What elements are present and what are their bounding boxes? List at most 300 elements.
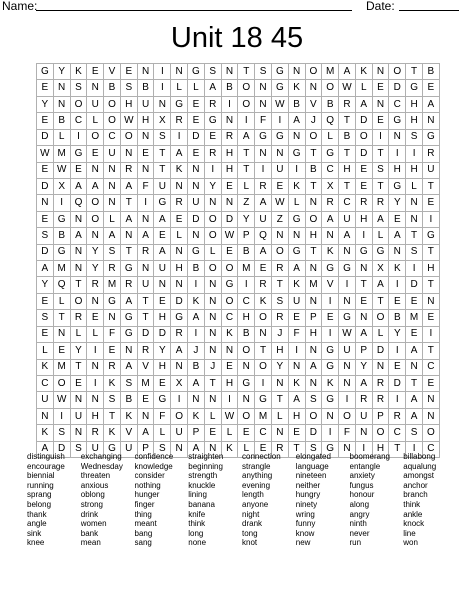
grid-cell: D [373,343,390,359]
grid-cell: T [373,146,390,162]
grid-cell: R [104,261,121,277]
grid-cell: G [356,245,373,261]
grid-cell: T [373,294,390,310]
word-bank-item: lining [188,490,207,500]
grid-cell: U [289,294,306,310]
grid-cell: I [356,442,373,458]
grid-cell: N [406,195,423,211]
grid-cell: Y [389,195,406,211]
grid-cell: L [205,409,222,425]
grid-cell: F [104,327,121,343]
grid-cell: I [238,277,255,293]
grid-cell: G [423,228,440,244]
grid-cell: Z [272,212,289,228]
name-label: Name: [2,0,38,13]
grid-cell: E [37,163,54,179]
grid-cell: I [289,343,306,359]
grid-cell: N [306,261,323,277]
grid-cell: G [171,97,188,113]
grid-cell: U [171,425,188,441]
grid-cell: O [373,310,390,326]
grid-cell: I [339,277,356,293]
word-bank-item: boomerang [349,452,390,461]
grid-cell: N [222,64,239,80]
grid-cell: E [54,343,71,359]
grid-cell: E [238,425,255,441]
grid-cell: N [373,64,390,80]
grid-cell: N [255,327,272,343]
grid-cell: N [71,212,88,228]
grid-cell: G [255,130,272,146]
grid-cell: I [389,146,406,162]
grid-cell: L [154,425,171,441]
grid-cell: R [272,261,289,277]
grid-cell: N [255,146,272,162]
grid-cell: S [154,442,171,458]
grid-cell: T [272,392,289,408]
grid-cell: N [222,195,239,211]
grid-cell: O [356,130,373,146]
grid-cell: W [222,228,239,244]
grid-cell: I [188,327,205,343]
grid-cell: L [87,113,104,129]
grid-cell: G [423,130,440,146]
grid-cell: I [406,442,423,458]
grid-cell: N [171,277,188,293]
grid-cell: O [306,130,323,146]
grid-cell: K [104,425,121,441]
grid-cell: G [71,146,88,162]
grid-cell: N [37,409,54,425]
grid-cell: R [255,179,272,195]
grid-cell: F [138,179,155,195]
word-bank-item: straighten [188,452,224,461]
grid-cell: N [306,195,323,211]
grid-cell: H [154,310,171,326]
grid-cell: E [188,97,205,113]
date-label: Date: [366,0,395,13]
word-bank-item: thank [27,509,47,519]
grid-cell: T [423,277,440,293]
grid-cell: H [389,163,406,179]
grid-cell: K [37,425,54,441]
grid-cell: N [423,294,440,310]
grid-cell: T [238,64,255,80]
grid-cell: T [339,113,356,129]
grid-cell: A [389,228,406,244]
word-bank [27,452,457,548]
grid-cell: M [306,277,323,293]
grid-cell: E [255,442,272,458]
grid-cell: U [339,343,356,359]
word-bank-item: strong [80,499,103,509]
grid-cell: N [154,97,171,113]
word-bank-item: nineteen [295,471,327,481]
grid-cell: M [54,261,71,277]
grid-cell: N [87,80,104,96]
grid-cell: N [289,360,306,376]
word-bank-item: language [295,461,329,471]
grid-cell: T [406,376,423,392]
grid-cell: L [238,179,255,195]
grid-cell: Y [356,360,373,376]
grid-cell: R [138,245,155,261]
grid-cell: E [87,146,104,162]
grid-cell: J [205,360,222,376]
grid-cell: N [272,376,289,392]
word-bank-item: long [188,528,204,538]
grid-cell: N [205,327,222,343]
grid-cell: I [356,228,373,244]
grid-cell: L [54,130,71,146]
grid-cell: N [138,261,155,277]
grid-cell: E [272,179,289,195]
grid-cell: E [37,294,54,310]
grid-cell: A [188,442,205,458]
grid-cell: O [339,409,356,425]
grid-cell: U [138,97,155,113]
grid-cell: K [289,376,306,392]
grid-cell: T [138,310,155,326]
grid-cell: A [406,343,423,359]
grid-cell: V [306,97,323,113]
word-bank-item: anything [242,471,273,481]
grid-cell: R [356,195,373,211]
grid-cell: G [104,294,121,310]
grid-cell: E [423,310,440,326]
grid-cell: I [322,327,339,343]
grid-cell: I [255,376,272,392]
grid-cell: G [255,392,272,408]
grid-cell: K [121,409,138,425]
grid-cell: N [356,425,373,441]
grid-cell: N [138,163,155,179]
grid-cell: Q [54,277,71,293]
grid-cell: U [37,392,54,408]
grid-cell: I [289,163,306,179]
grid-cell: R [423,146,440,162]
grid-cell: S [306,392,323,408]
word-bank-item: know [295,528,315,538]
grid-cell: A [289,261,306,277]
grid-cell: C [71,113,88,129]
grid-cell: N [205,294,222,310]
grid-cell: Y [87,261,104,277]
grid-cell: U [356,409,373,425]
grid-cell: E [154,376,171,392]
grid-cell: N [71,245,88,261]
grid-cell: A [238,130,255,146]
grid-cell: N [54,327,71,343]
grid-cell: O [306,64,323,80]
grid-cell: E [138,146,155,162]
grid-cell: L [205,245,222,261]
grid-cell: L [272,409,289,425]
grid-cell: O [238,343,255,359]
word-bank-item: connection [242,452,281,461]
grid-cell: V [121,425,138,441]
grid-cell: N [339,245,356,261]
grid-cell: H [222,146,239,162]
grid-cell: N [389,130,406,146]
grid-cell: O [322,80,339,96]
grid-cell: X [54,179,71,195]
grid-cell: H [406,163,423,179]
grid-cell: L [356,80,373,96]
grid-cell: E [138,392,155,408]
grid-cell: M [104,277,121,293]
grid-cell: I [238,113,255,129]
grid-cell: U [71,409,88,425]
grid-cell: E [289,310,306,326]
grid-cell: N [289,64,306,80]
word-bank-item: knowledge [134,461,173,471]
grid-cell: S [71,80,88,96]
grid-cell: Y [154,343,171,359]
date-field-line[interactable] [399,10,459,11]
grid-cell: R [205,146,222,162]
grid-cell: K [171,163,188,179]
grid-cell: N [339,442,356,458]
grid-cell: Y [272,360,289,376]
grid-cell: U [423,163,440,179]
grid-cell: E [71,163,88,179]
grid-cell: N [71,425,88,441]
grid-cell: C [222,310,239,326]
grid-cell: D [171,294,188,310]
grid-cell: N [121,343,138,359]
grid-cell: S [205,64,222,80]
grid-cell: B [238,327,255,343]
grid-cell: O [255,360,272,376]
grid-cell: M [406,310,423,326]
grid-cell: C [322,163,339,179]
word-bank-item: none [188,538,207,548]
grid-cell: T [121,195,138,211]
grid-cell: E [154,228,171,244]
grid-cell: T [238,163,255,179]
word-bank-item: new [295,538,311,548]
grid-cell: R [322,195,339,211]
grid-cell: R [104,360,121,376]
word-bank-item: think [403,499,421,509]
grid-cell: Q [255,228,272,244]
grid-cell: R [356,392,373,408]
grid-cell: R [205,97,222,113]
grid-cell: O [238,409,255,425]
grid-cell: I [171,130,188,146]
grid-cell: N [188,228,205,244]
grid-cell: Z [238,195,255,211]
word-bank-item: thing [134,509,152,519]
grid-cell: D [37,130,54,146]
grid-cell: N [356,261,373,277]
grid-cell: S [104,392,121,408]
name-field-line[interactable] [36,10,352,11]
grid-cell: B [339,130,356,146]
grid-cell: S [272,294,289,310]
grid-cell: K [289,80,306,96]
grid-cell: P [188,425,205,441]
grid-cell: N [306,376,323,392]
word-bank-item: neither [295,480,321,490]
grid-cell: A [171,343,188,359]
grid-cell: B [289,97,306,113]
grid-cell: L [54,294,71,310]
grid-cell: N [171,360,188,376]
grid-cell: U [272,163,289,179]
grid-cell: I [188,277,205,293]
grid-cell: E [87,64,104,80]
grid-cell: T [255,343,272,359]
grid-cell: W [339,327,356,343]
word-search-grid [36,63,440,458]
grid-cell: N [87,163,104,179]
grid-cell: O [238,97,255,113]
grid-cell: E [423,80,440,96]
word-bank-item: sprang [27,490,52,500]
grid-cell: A [255,245,272,261]
grid-cell: T [154,163,171,179]
grid-cell: U [121,442,138,458]
grid-cell: I [154,64,171,80]
grid-cell: E [423,376,440,392]
grid-cell: I [54,409,71,425]
grid-cell: K [322,245,339,261]
grid-cell: N [138,409,155,425]
grid-cell: A [188,376,205,392]
grid-cell: X [154,113,171,129]
grid-cell: A [154,245,171,261]
grid-cell: K [289,277,306,293]
grid-cell: N [255,80,272,96]
grid-cell: W [222,409,239,425]
grid-cell: N [138,130,155,146]
grid-cell: D [188,212,205,228]
grid-cell: Y [37,97,54,113]
word-bank-item: consider [134,471,165,481]
grid-cell: O [222,261,239,277]
grid-cell: T [272,277,289,293]
grid-cell: M [54,360,71,376]
word-bank-item: fungus [349,480,374,490]
word-bank-item: anyone [242,499,269,509]
grid-cell: A [205,80,222,96]
grid-cell: T [154,146,171,162]
grid-cell: G [339,261,356,277]
word-bank-item: threaten [80,471,111,481]
grid-cell: D [37,179,54,195]
grid-cell: N [37,195,54,211]
grid-cell: G [322,360,339,376]
grid-cell: V [322,277,339,293]
grid-cell: H [222,163,239,179]
grid-cell: I [389,343,406,359]
word-bank-item: distinguish [27,452,65,461]
grid-cell: K [37,360,54,376]
grid-cell: T [423,343,440,359]
word-bank-item: ninety [295,499,318,509]
grid-cell: E [104,343,121,359]
grid-cell: O [205,261,222,277]
grid-cell: N [289,228,306,244]
grid-cell: N [389,245,406,261]
word-bank-item: length [242,490,264,500]
grid-cell: L [171,80,188,96]
word-bank-item: knock [403,519,425,529]
word-bank-item: run [349,538,362,548]
grid-cell: O [87,130,104,146]
grid-cell: A [138,228,155,244]
grid-cell: H [423,261,440,277]
grid-cell: N [423,392,440,408]
grid-cell: K [71,64,88,80]
word-bank-item: won [403,538,418,548]
grid-cell: O [423,425,440,441]
grid-cell: R [121,277,138,293]
grid-cell: O [272,245,289,261]
grid-cell: B [423,64,440,80]
word-bank-item: entangle [349,461,381,471]
grid-cell: W [272,195,289,211]
grid-cell: G [188,64,205,80]
grid-cell: L [289,195,306,211]
grid-cell: N [423,113,440,129]
grid-cell: U [339,212,356,228]
grid-cell: N [87,360,104,376]
grid-cell: G [289,245,306,261]
grid-cell: E [389,360,406,376]
grid-cell: G [339,310,356,326]
grid-cell: I [222,97,239,113]
grid-cell: J [272,327,289,343]
grid-cell: G [406,80,423,96]
word-bank-item: billabong [403,452,436,461]
word-bank-item: Wednesday [80,461,123,471]
word-bank-item: encourage [27,461,65,471]
grid-cell: G [121,327,138,343]
grid-cell: T [121,245,138,261]
grid-cell: I [322,425,339,441]
grid-cell: P [356,343,373,359]
grid-cell: O [71,97,88,113]
grid-cell: A [188,310,205,326]
grid-cell: H [87,409,104,425]
grid-cell: S [406,130,423,146]
grid-cell: B [238,245,255,261]
grid-cell: N [406,360,423,376]
word-bank-item: night [242,509,260,519]
grid-cell: P [238,228,255,244]
grid-cell: A [373,212,390,228]
grid-cell: X [373,261,390,277]
word-bank-item: amongst [403,471,434,481]
grid-cell: O [71,294,88,310]
grid-cell: N [339,294,356,310]
grid-cell: E [255,261,272,277]
grid-cell: A [171,146,188,162]
grid-cell: F [154,409,171,425]
grid-cell: S [54,425,71,441]
grid-cell: O [104,97,121,113]
grid-cell: S [306,442,323,458]
grid-cell: D [389,376,406,392]
grid-cell: Y [71,343,88,359]
grid-cell: C [423,360,440,376]
grid-cell: N [71,392,88,408]
grid-cell: H [154,360,171,376]
grid-cell: I [322,294,339,310]
